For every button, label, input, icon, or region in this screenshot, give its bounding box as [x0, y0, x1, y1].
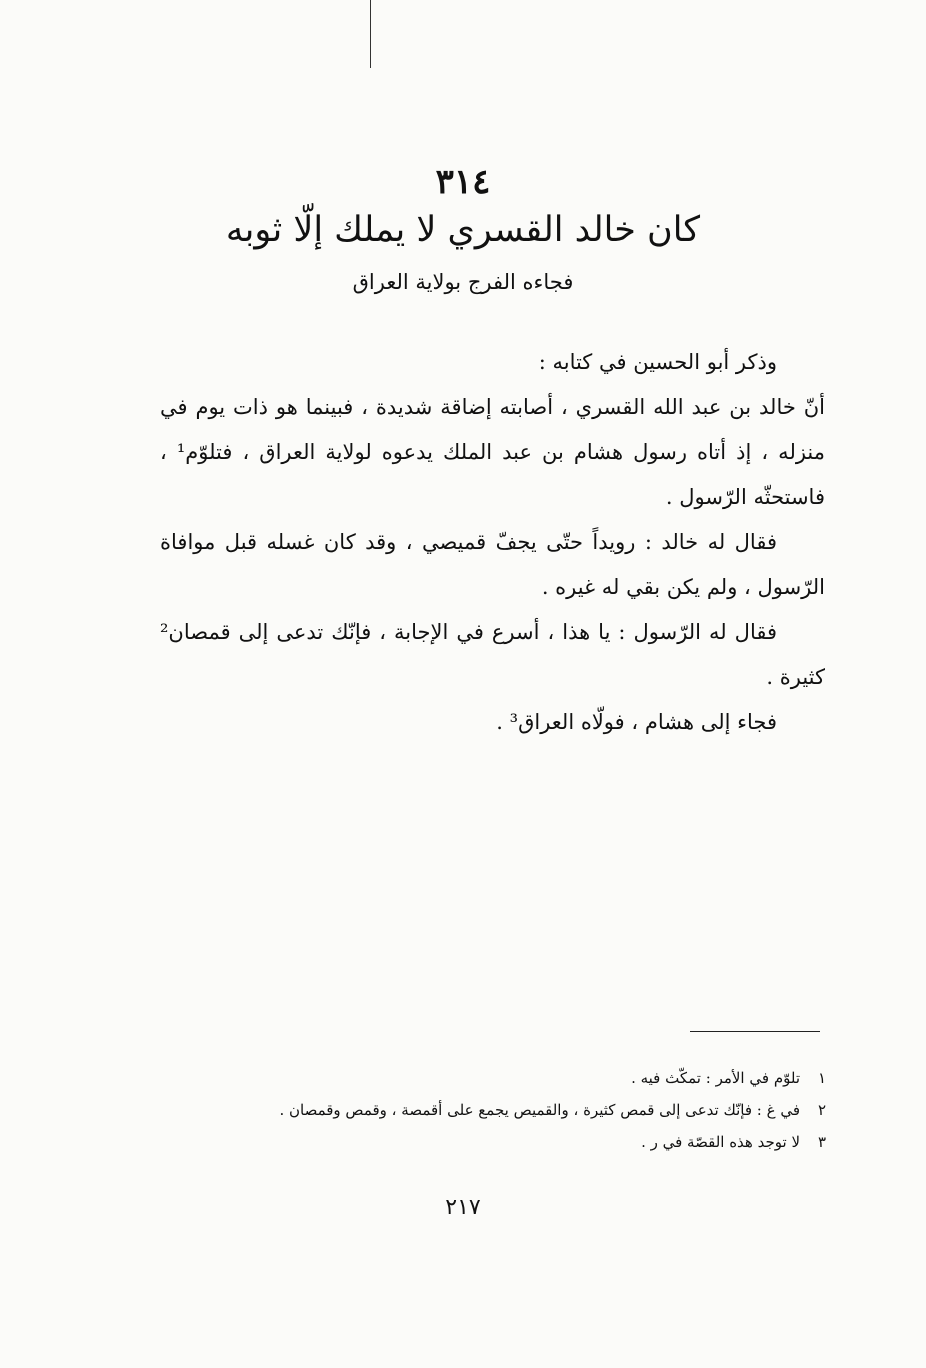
footnote-number: ٢ [817, 1101, 826, 1119]
footnote-text: لا توجد هذه القصّة في ر . [641, 1133, 800, 1151]
story-subtitle: فجاءه الفرج بولاية العراق [352, 270, 574, 294]
footnote-text: في غ : فإنّك تدعى إلى قمص كثيرة ، والقميص يجمع على أقمصة ، وقمص وقمصان . [279, 1101, 800, 1119]
story-body [160, 340, 825, 745]
footnote-number: ٣ [817, 1133, 826, 1151]
footnote-item [200, 1126, 826, 1158]
paragraph-narrative: أنّ خالد بن عبد الله القسري ، أصابته إضاقة شديدة ، فبينما هو ذات يوم في منزله ، إذ أتاه رسول هشام بن عبد الملك يدعوه لولاية العراق ، فتلوّم¹ ، فاستحثّه الرّسول . [160, 395, 826, 509]
footnote-item [200, 1094, 826, 1126]
page-number: ٢١٧ [445, 1195, 481, 1220]
footnote-number: ١ [817, 1069, 826, 1087]
footnote-separator [690, 1031, 820, 1032]
paragraph-messenger-reply: فقال له الرّسول : يا هذا ، أسرع في الإجابة ، فإنّك تدعى إلى قمصان² كثيرة . [160, 620, 825, 689]
story-title: كان خالد القسري لا يملك إلّا ثوبه [225, 210, 701, 250]
section-number: ٣١٤ [435, 162, 491, 202]
footnote-item [200, 1062, 826, 1094]
paragraph-intro: وذكر أبو الحسين في كتابه : [538, 350, 777, 374]
paragraph-khalid-reply: فقال له خالد : رويداً حتّى يجفّ قميصي ، وقد كان غسله قبل موافاة الرّسول ، ولم يكن بقي له غيره . [160, 530, 825, 599]
top-margin-line [370, 0, 371, 68]
paragraph-conclusion: فجاء إلى هشام ، فولّاه العراق³ . [496, 710, 777, 734]
footnotes [200, 1062, 826, 1158]
footnote-text: تلوّم في الأمر : تمكّث فيه . [631, 1069, 800, 1087]
